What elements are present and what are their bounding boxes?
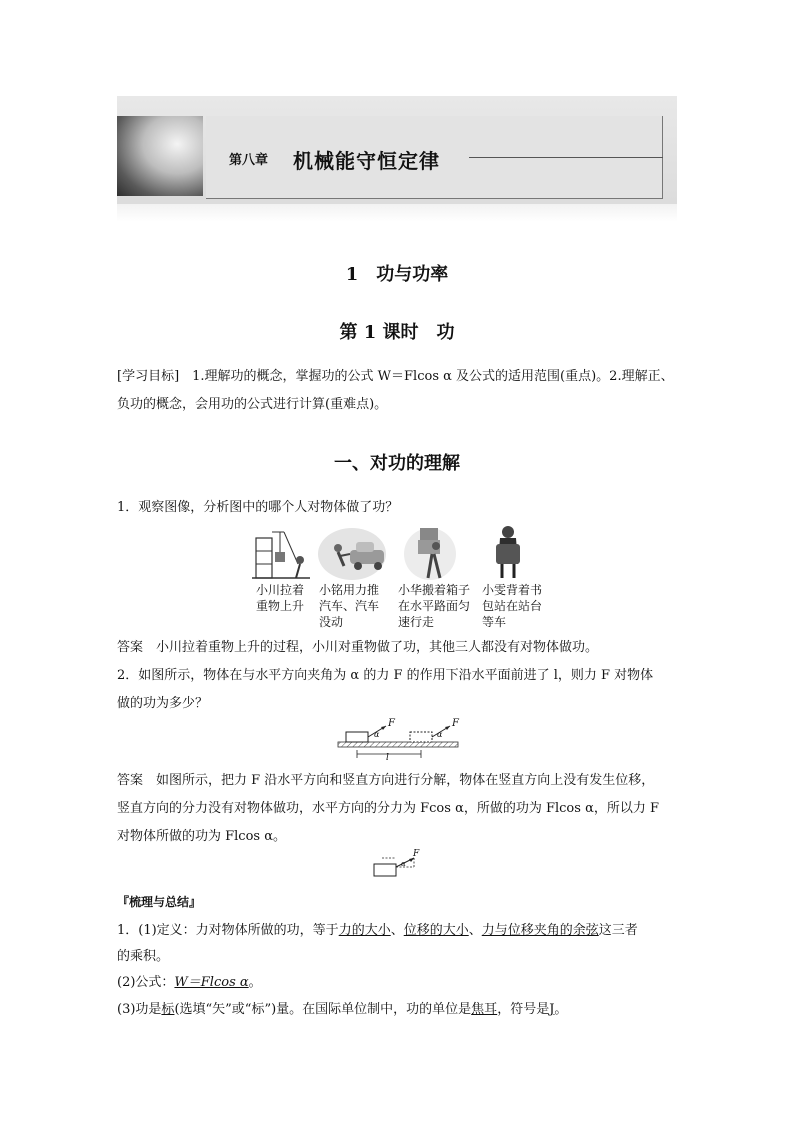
underline-symbol: J (549, 1002, 555, 1017)
chapter-rule (469, 157, 663, 158)
dam-photo (117, 116, 203, 196)
caption-3: 小华搬着箱子 在水平路面匀 速行走 (398, 583, 471, 629)
label-alpha-3: α (401, 860, 406, 868)
decomposition-figure (372, 849, 424, 878)
underline-displacement: 位移的大小 (403, 923, 469, 938)
answer-2-line-2: 竖直方向的分力没有对物体做功，水平方向的分力为 Fcos α，所做的功为 Flcos α，所以力 F (117, 801, 659, 816)
label-F-2: F (452, 718, 459, 729)
section-title: 1 功与功率 (345, 264, 449, 285)
caption-2: 小铭用力推 汽车、汽车 没动 (319, 583, 380, 629)
summary-item-1-cont: 的乘积。 (117, 949, 170, 964)
q1-figure (250, 524, 550, 580)
label-F-1: F (388, 718, 395, 729)
answer-2-line-3: 对物体所做的功为 Flcos α。 (117, 829, 287, 844)
banner-strip (117, 204, 677, 222)
underline-scalar: 标 (161, 1002, 175, 1017)
chapter-label: 第八章 (229, 153, 269, 168)
chapter-banner (117, 96, 677, 222)
summary-item-3: (3)功是标(选填“矢”或“标”)量。在国际单位制中，功的单位是焦耳，符号是J。 (117, 1002, 568, 1017)
underline-joule: 焦耳 (471, 1002, 498, 1017)
answer-1: 答案 小川拉着重物上升的过程，小川对重物做了功，其他三人都没有对物体做功。 (117, 640, 599, 655)
lesson-title: 第 1 课时 功 (339, 322, 455, 343)
panel-lifting-weight (252, 532, 310, 578)
question-2-line-2: 做的功为多少？ (117, 696, 209, 711)
part-title: 一、对功的理解 (334, 453, 460, 474)
caption-4: 小雯背着书 包站在站台 等车 (482, 583, 543, 629)
label-F-3: F (413, 849, 420, 859)
underline-cosine: 力与位移夹角的余弦 (481, 923, 599, 938)
summary-title: 『梳理与总结』 (117, 895, 202, 909)
label-l: l (386, 753, 389, 763)
summary-item-1: 1．(1)定义：力对物体所做的功，等于力的大小、位移的大小、力与位移夹角的余弦这三者 (117, 923, 638, 938)
panel-standing-backpack (496, 526, 520, 578)
force-displacement-diagram (336, 718, 460, 762)
summary-item-2: (2)公式：W＝Flcos α。 (117, 975, 262, 990)
caption-1: 小川拉着 重物上升 (256, 583, 305, 613)
answer-2-line-1: 答案 如图所示，把力 F 沿水平方向和竖直方向进行分解，物体在竖直方向上没有发生位移， (117, 773, 655, 788)
objectives-line-2: 负功的概念，会用功的公式进行计算(重难点)。 (117, 397, 388, 412)
panel-carrying-boxes (404, 528, 456, 580)
question-2-line-1: 2．如图所示，物体在与水平方向夹角为 α 的力 F 的作用下沿水平面前进了 l，则力 F 对物体 (117, 668, 654, 683)
question-1: 1．观察图像，分析图中的哪个人对物体做了功？ (117, 500, 399, 515)
underline-force: 力的大小 (338, 923, 391, 938)
objectives-line-1: [学习目标] 1.理解功的概念，掌握功的公式 W＝Flcos α 及公式的适用范围(重点)。2.理解正、 (117, 369, 674, 384)
label-alpha-2: α (437, 730, 443, 739)
q1-illustrations (250, 524, 550, 580)
chapter-title: 机械能守恒定律 (293, 149, 440, 173)
underline-formula: W＝Flcos α (174, 975, 249, 990)
panel-pushing-car (318, 528, 386, 580)
label-alpha-1: α (374, 730, 380, 739)
q2-figure (336, 718, 460, 762)
